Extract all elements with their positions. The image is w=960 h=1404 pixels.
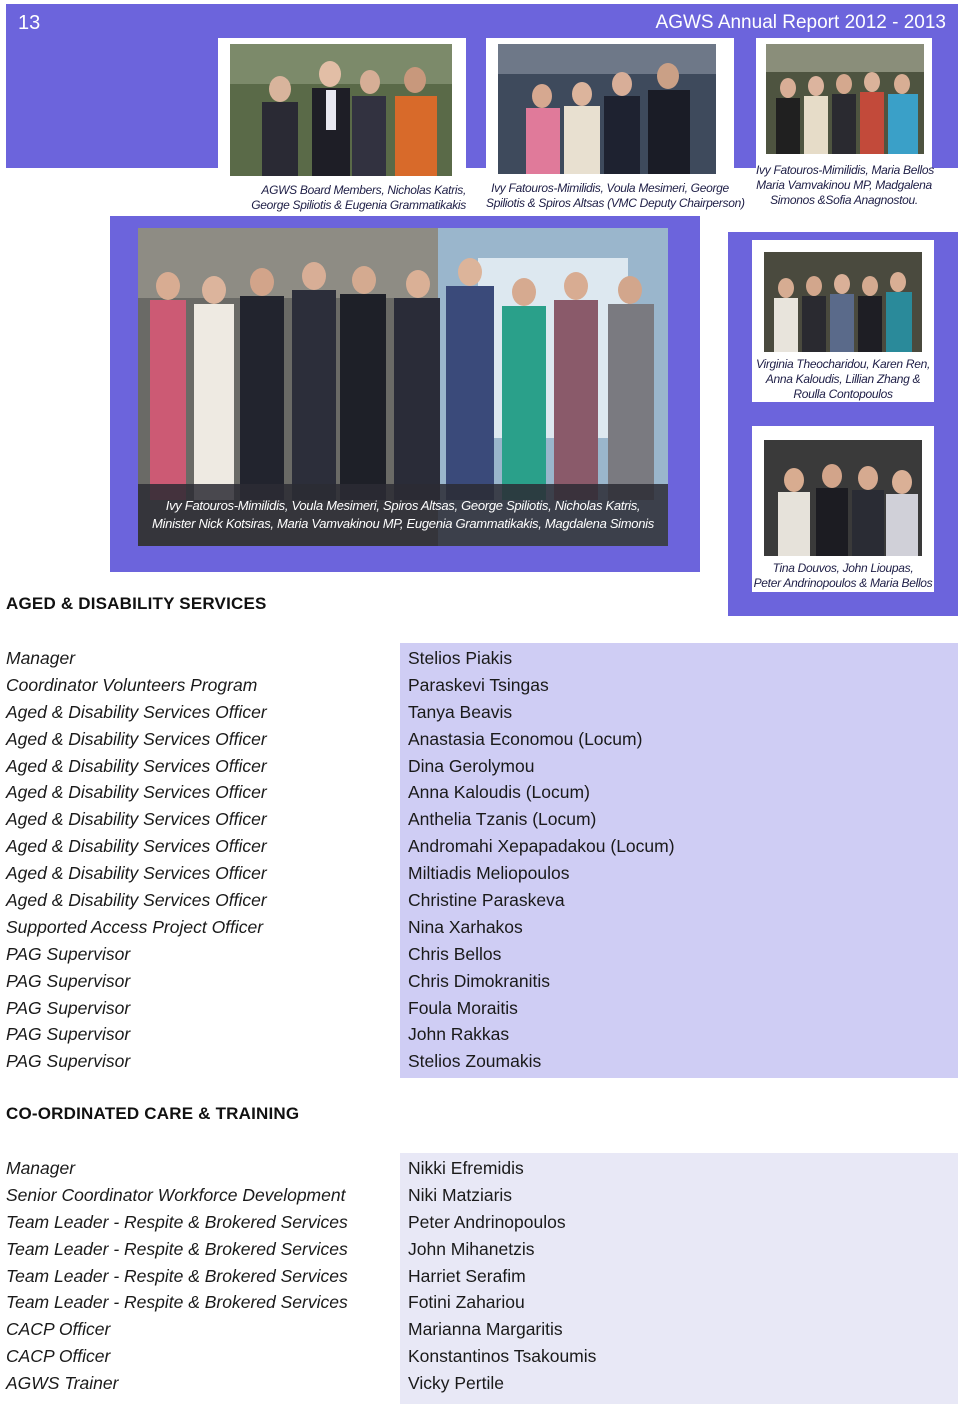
photo1-caption: AGWS Board Members, Nicholas Katris, George Spiliotis & Eugenia Grammatikakis: [251, 183, 466, 212]
coordinated-care-names: [408, 1155, 596, 1397]
role-item: AGWS Trainer: [6, 1373, 119, 1394]
photo-theocharidou-group: [764, 252, 922, 352]
role-item: PAG Supervisor: [6, 943, 131, 964]
staff-name: Fotini Zahariou: [408, 1292, 525, 1313]
role-item: Aged & Disability Services Officer: [6, 782, 267, 803]
report-title: AGWS Annual Report 2012 - 2013: [655, 12, 946, 33]
aged-disability-roles: [6, 645, 267, 1075]
photo-board-members: [230, 44, 452, 176]
coordinated-care-names-panel: [400, 1153, 958, 1404]
aged-disability-names: [408, 645, 675, 1075]
staff-name: Paraskevi Tsingas: [408, 674, 549, 695]
coordinated-care-roles: [6, 1155, 348, 1397]
staff-name: Harriet Serafim: [408, 1265, 526, 1286]
role-item: Aged & Disability Services Officer: [6, 836, 267, 857]
role-item: Team Leader - Respite & Brokered Services: [6, 1265, 348, 1286]
staff-name: Dina Gerolymou: [408, 755, 535, 776]
staff-name: Vicky Pertile: [408, 1373, 504, 1394]
staff-name: Chris Bellos: [408, 943, 502, 964]
section-title-coordinated-care: CO-ORDINATED CARE & TRAINING: [6, 1104, 300, 1123]
staff-name: Niki Matziaris: [408, 1184, 513, 1205]
staff-name: Anthelia Tzanis (Locum): [408, 809, 597, 830]
role-item: Team Leader - Respite & Brokered Services: [6, 1238, 348, 1259]
staff-name: Konstantinos Tsakoumis: [408, 1346, 597, 1367]
staff-name: Stelios Zoumakis: [408, 1051, 542, 1072]
page-number: 13: [18, 12, 41, 34]
role-item: Aged & Disability Services Officer: [6, 755, 267, 776]
staff-name: Nikki Efremidis: [408, 1158, 524, 1178]
staff-name: Anna Kaloudis (Locum): [408, 782, 590, 803]
staff-name: John Mihanetzis: [408, 1238, 535, 1259]
role-item: Team Leader - Respite & Brokered Services: [6, 1211, 348, 1232]
staff-name: Chris Dimokranitis: [408, 970, 550, 991]
role-item: PAG Supervisor: [6, 970, 131, 991]
role-item: PAG Supervisor: [6, 1024, 131, 1045]
photo-mesimeri-altsas: [498, 44, 716, 174]
staff-name: Foula Moraitis: [408, 997, 518, 1018]
role-item: Manager: [6, 1158, 76, 1178]
staff-name: Stelios Piakis: [408, 648, 513, 668]
role-item: Team Leader - Respite & Brokered Services: [6, 1292, 348, 1313]
role-item: Aged & Disability Services Officer: [6, 809, 267, 830]
aged-disability-names-panel: [400, 643, 958, 1078]
photo2-caption: Ivy Fatouros-Mimilidis, Voula Mesimeri, George Spiliotis & Spiros Altsas (VMC Deputy Chairperson): [486, 181, 745, 210]
role-item: CACP Officer: [6, 1319, 111, 1340]
photo5-caption: Tina Douvos, John Lioupas, Peter Andrinopoulos & Maria Bellos: [753, 561, 933, 590]
staff-name: Peter Andrinopoulos: [408, 1211, 566, 1232]
role-item: Aged & Disability Services Officer: [6, 728, 267, 749]
staff-name: Nina Xarhakos: [408, 916, 523, 937]
photo-large-caption: Ivy Fatouros-Mimilidis, Voula Mesimeri, Spiros Altsas, George Spiliotis, Nicholas Katris, Minister Nick Kotsiras, Maria Vamvakinou MP, Eugenia Grammatikakis, Magdalena Simonis: [152, 498, 654, 531]
staff-name: Andromahi Xepapadakou (Locum): [408, 836, 675, 857]
photo-douvos-group: [764, 440, 922, 556]
role-item: Manager: [6, 648, 76, 668]
role-item: PAG Supervisor: [6, 997, 131, 1018]
staff-name: Christine Paraskeva: [408, 890, 565, 911]
role-item: Coordinator Volunteers Program: [6, 674, 258, 695]
staff-name: Marianna Margaritis: [408, 1319, 563, 1340]
staff-name: Anastasia Economou (Locum): [408, 728, 643, 749]
photo3-caption: Ivy Fatouros-Mimilidis, Maria Bellos Maria Vamvakinou MP, Madgalena Simonos &Sofia Anagnostou.: [756, 163, 934, 207]
section-title-aged-disability: AGED & DISABILITY SERVICES: [6, 594, 267, 613]
photo-vamvakinou-group: [766, 44, 924, 154]
staff-name: John Rakkas: [408, 1024, 510, 1045]
role-item: Senior Coordinator Workforce Development: [6, 1184, 346, 1205]
staff-name: Tanya Beavis: [408, 701, 513, 722]
role-item: Aged & Disability Services Officer: [6, 863, 267, 884]
role-item: PAG Supervisor: [6, 1051, 131, 1072]
header-bar: [6, 4, 958, 38]
staff-name: Miltiadis Meliopoulos: [408, 863, 570, 884]
role-item: Supported Access Project Officer: [6, 916, 264, 937]
photo4-caption: Virginia Theocharidou, Karen Ren, Anna Kaloudis, Lillian Zhang & Roulla Contopoulos: [756, 357, 930, 401]
role-item: CACP Officer: [6, 1346, 111, 1367]
role-item: Aged & Disability Services Officer: [6, 890, 267, 911]
role-item: Aged & Disability Services Officer: [6, 701, 267, 722]
